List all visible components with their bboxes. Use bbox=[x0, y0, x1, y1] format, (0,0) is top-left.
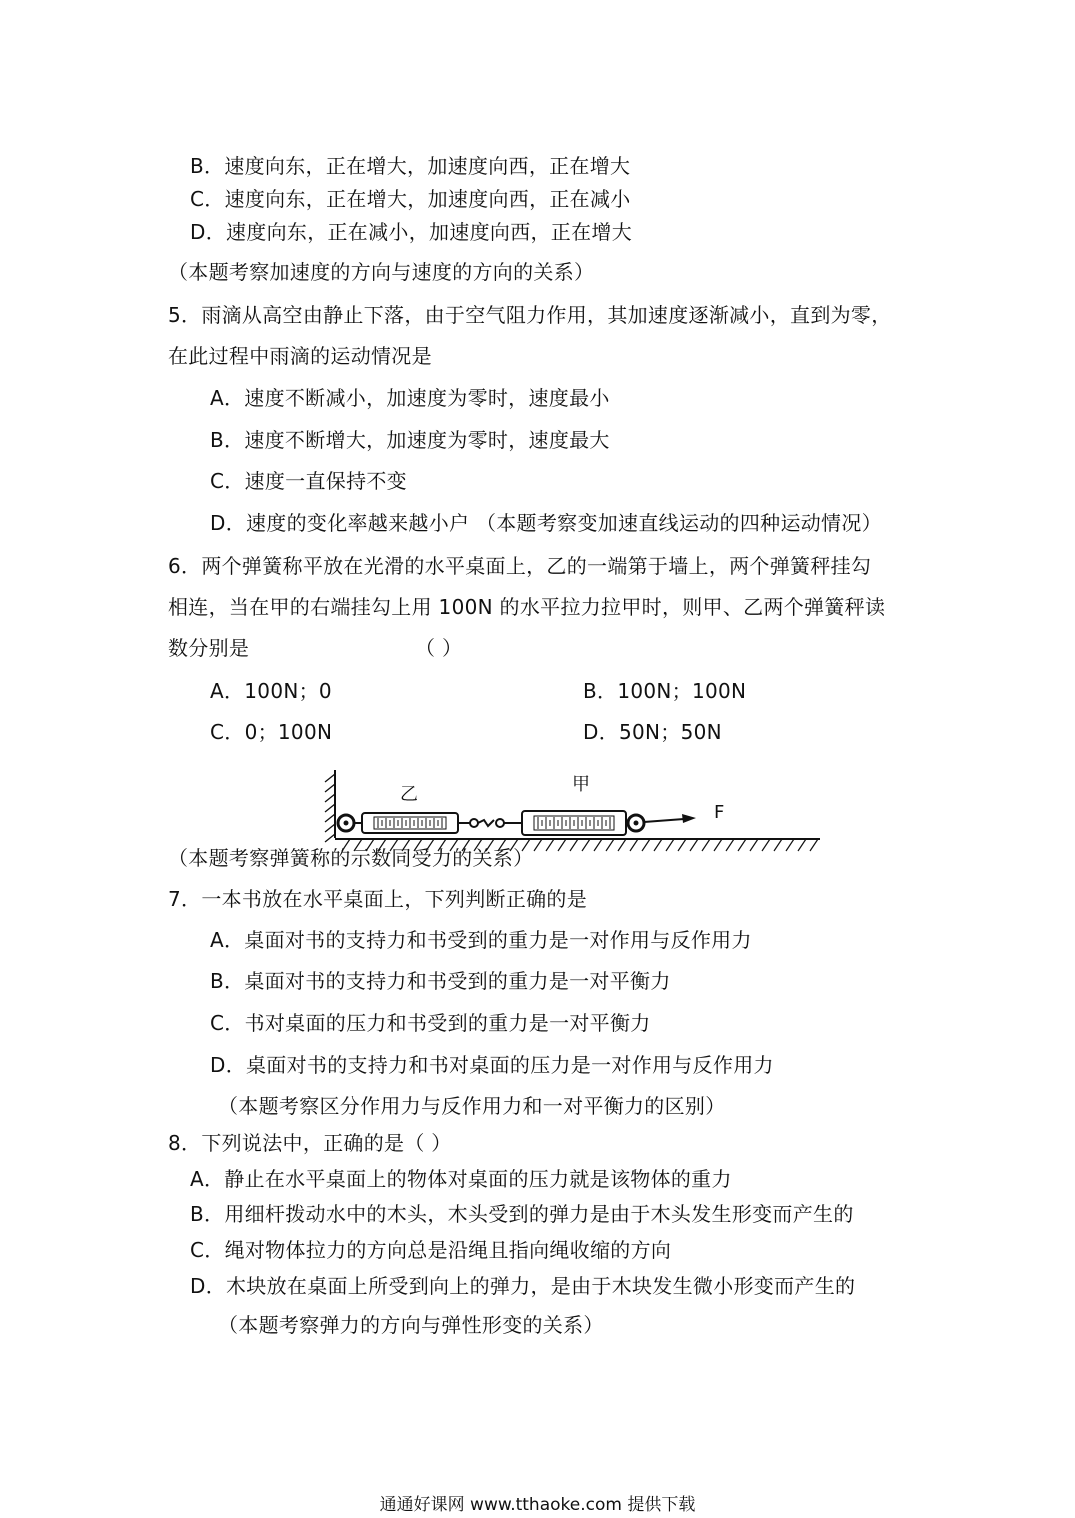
label-force: F bbox=[714, 802, 725, 823]
q7-stem: 7．一本书放在水平桌面上，下列判断正确的是 bbox=[168, 887, 588, 911]
q7-option-a: A．桌面对书的支持力和书受到的重力是一对作用与反作用力 bbox=[210, 928, 752, 952]
force-arrowhead-icon bbox=[682, 814, 696, 823]
q7-option-c: C．书对桌面的压力和书受到的重力是一对平衡力 bbox=[210, 1011, 651, 1035]
q7-note: （本题考察区分作用力与反作用力和一对平衡力的区别） bbox=[218, 1094, 726, 1118]
label-yi: 乙 bbox=[400, 784, 418, 805]
q8-option-d: D．木块放在桌面上所受到向上的弹力，是由于木块发生微小形变而产生的 bbox=[190, 1274, 856, 1298]
q4-option-d: D．速度向东，正在减小，加速度向西，正在增大 bbox=[190, 220, 632, 244]
q6-option-d: D．50N；50N bbox=[583, 720, 722, 744]
q6-stem-line3: 数分别是 bbox=[168, 636, 250, 660]
wall-hatching bbox=[325, 774, 335, 842]
q6-note: （本题考察弹簧称的示数同受力的关系） bbox=[168, 846, 534, 870]
q6-stem-line1: 6．两个弹簧称平放在光滑的水平桌面上，乙的一端第于墙上，两个弹簧秤挂勾 bbox=[168, 554, 872, 578]
q5-option-b: B．速度不断增大，加速度为零时，速度最大 bbox=[210, 428, 610, 452]
q6-option-a: A．100N；0 bbox=[210, 679, 332, 703]
q8-option-c: C．绳对物体拉力的方向总是沿绳且指向绳收缩的方向 bbox=[190, 1238, 672, 1262]
hooks-connector bbox=[458, 819, 522, 827]
q6-stem-line2: 相连，当在甲的右端挂勾上用 100N 的水平拉力拉甲时，则甲、乙两个弹簧秤读 bbox=[168, 595, 886, 619]
q8-stem: 8．下列说法中，正确的是（ ） bbox=[168, 1131, 452, 1155]
q5-option-d: D．速度的变化率越来越小户 （本题考察变加速直线运动的四种运动情况） bbox=[210, 511, 882, 535]
spring-scale-yi bbox=[362, 813, 458, 833]
q8-option-b: B．用细杆拨动水中的木头，木头受到的弹力是由于木头发生形变而产生的 bbox=[190, 1202, 854, 1226]
force-arrow-line bbox=[644, 819, 684, 822]
spring-scale-jia bbox=[522, 811, 626, 835]
label-jia: 甲 bbox=[572, 774, 590, 795]
q6-option-b: B．100N；100N bbox=[583, 679, 747, 703]
q8-note: （本题考察弹力的方向与弹性形变的关系） bbox=[218, 1313, 604, 1337]
q5-stem-line2: 在此过程中雨滴的运动情况是 bbox=[168, 344, 432, 368]
q5-option-a: A．速度不断减小，加速度为零时，速度最小 bbox=[210, 386, 610, 410]
q6-option-c: C．0；100N bbox=[210, 720, 333, 744]
q7-option-d: D．桌面对书的支持力和书对桌面的压力是一对作用与反作用力 bbox=[210, 1053, 774, 1077]
page-footer: 通通好课网 www.tthaoke.com 提供下载 bbox=[379, 1495, 696, 1515]
q8-option-a: A．静止在水平桌面上的物体对桌面的压力就是该物体的重力 bbox=[190, 1167, 732, 1191]
q5-option-c: C．速度一直保持不变 bbox=[210, 469, 407, 493]
q7-option-b: B．桌面对书的支持力和书受到的重力是一对平衡力 bbox=[210, 969, 671, 993]
q6-answer-paren: （ ） bbox=[415, 636, 463, 660]
q4-option-b: B．速度向东，正在增大，加速度向西，正在增大 bbox=[190, 154, 631, 178]
q4-note: （本题考察加速度的方向与速度的方向的关系） bbox=[168, 260, 595, 284]
q5-stem-line1: 5．雨滴从高空由静止下落，由于空气阻力作用，其加速度逐渐减小，直到为零， bbox=[168, 303, 892, 327]
q4-option-c: C．速度向东，正在增大，加速度向西，正在减小 bbox=[190, 187, 631, 211]
